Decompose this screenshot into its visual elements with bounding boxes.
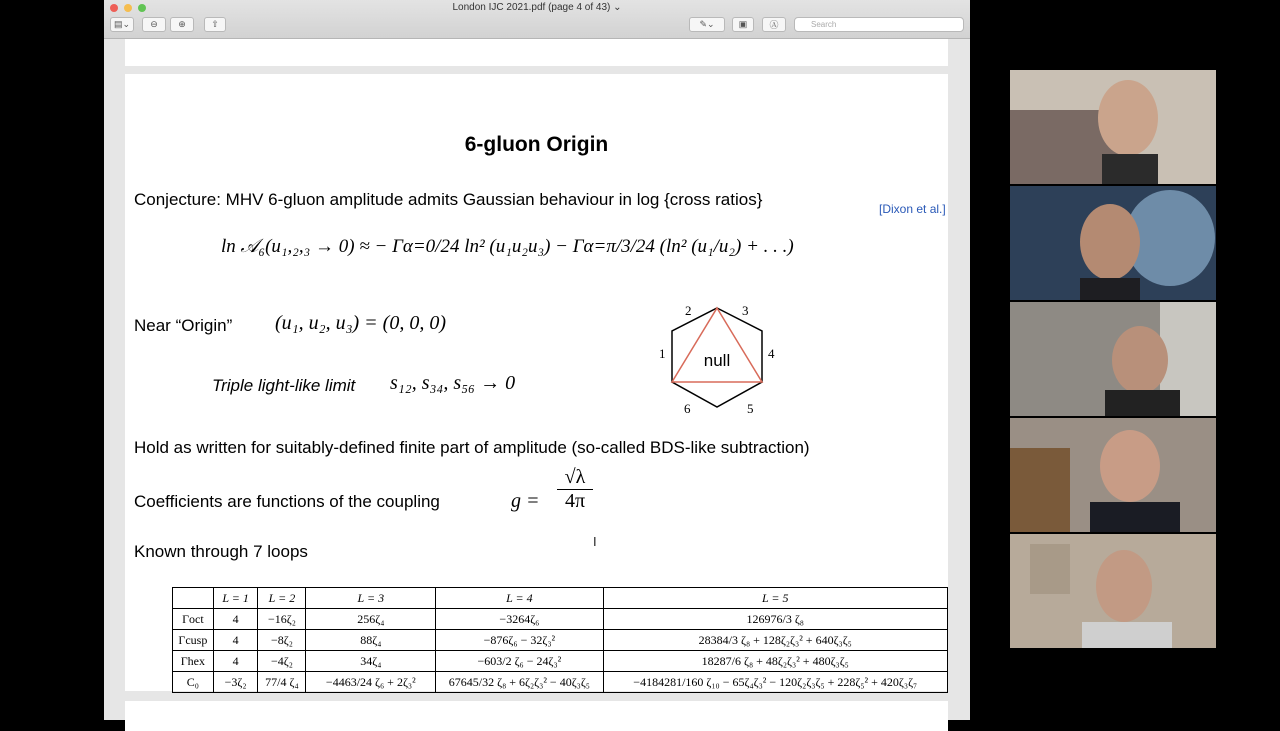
pen-icon: ✎⌄ xyxy=(699,19,715,29)
video-gallery xyxy=(1010,70,1216,650)
table-cell: Γoct xyxy=(173,609,214,630)
table-cell: −4463/24 ζ₆ + 2ζ₃² xyxy=(306,672,436,693)
share-icon: ⇧ xyxy=(211,19,219,29)
participant-thumbnail xyxy=(1010,418,1216,532)
table-cell: 18287/6 ζ₈ + 48ζ₂ζ₃² + 480ζ₃ζ₅ xyxy=(603,651,947,672)
participant-video[interactable] xyxy=(1010,418,1216,532)
pdf-page xyxy=(125,74,948,691)
table-cell: Γcusp xyxy=(173,630,214,651)
participant-thumbnail xyxy=(1010,186,1216,300)
table-header-cell: L = 2 xyxy=(258,588,306,609)
participant-face xyxy=(1080,204,1140,280)
vertex-label: 4 xyxy=(768,346,775,361)
participant-video[interactable] xyxy=(1010,70,1216,184)
zoom-in-button[interactable] xyxy=(170,17,194,32)
citation-link[interactable]: [Dixon et al.] xyxy=(879,202,946,216)
inner-triangle xyxy=(672,308,762,382)
next-page xyxy=(125,701,948,731)
participant-thumbnail xyxy=(1010,302,1216,416)
participant-body xyxy=(1090,502,1180,532)
annotate-button[interactable] xyxy=(762,17,786,32)
zoom-out-button[interactable] xyxy=(142,17,166,32)
triple-limit-label: Triple light-like limit xyxy=(212,376,356,395)
participant-video[interactable] xyxy=(1010,186,1216,300)
coupling-numerator: √λ xyxy=(557,466,593,490)
participant-face xyxy=(1112,326,1168,394)
table-header-cell: L = 1 xyxy=(213,588,258,609)
table-cell: C₀ xyxy=(173,672,214,693)
annotate-icon: Ⓐ xyxy=(769,20,779,30)
table-cell: −876ζ₆ − 32ζ₃² xyxy=(436,630,603,651)
participant-thumbnail xyxy=(1010,70,1216,184)
rotate-icon: ▣ xyxy=(738,19,748,29)
participant-face xyxy=(1096,550,1152,622)
near-origin-label: Near “Origin” xyxy=(134,316,233,335)
coefficients-text: Coefficients are functions of the coupling xyxy=(134,492,440,511)
participant-body xyxy=(1082,622,1172,648)
table-cell: 28384/3 ζ₈ + 128ζ₂ζ₃² + 640ζ₃ζ₅ xyxy=(603,630,947,651)
table-cell: 34ζ₄ xyxy=(306,651,436,672)
table-header-cell: L = 5 xyxy=(603,588,947,609)
window-backdrop xyxy=(1030,544,1070,594)
hexagon-diagram xyxy=(650,296,790,416)
conjecture-text: Conjecture: MHV 6-gluon amplitude admits Gaussian behaviour in log {cross ratios} xyxy=(134,190,763,209)
sidebar-toggle-button[interactable] xyxy=(110,17,134,32)
vertex-label: 3 xyxy=(742,303,749,318)
search-input[interactable]: Search xyxy=(794,17,964,32)
table-cell: 4 xyxy=(213,651,258,672)
table-cell: 126976/3 ζ₈ xyxy=(603,609,947,630)
table-cell: −4ζ₂ xyxy=(258,651,306,672)
vertex-label: 2 xyxy=(685,303,692,318)
table-cell: −16ζ₂ xyxy=(258,609,306,630)
table-row xyxy=(173,630,948,651)
table-cell: 256ζ₄ xyxy=(306,609,436,630)
main-formula: ln 𝒜₆(u₁,₂,₃ → 0) ≈ − Γα=0/24 ln² (u₁u₂u₃) − Γα=π/3/24 (ln² (u₁/u₂) + . . .) xyxy=(221,236,794,257)
participant-face xyxy=(1100,430,1160,502)
rotate-button[interactable] xyxy=(732,17,754,32)
hold-text: Hold as written for suitably-defined finite part of amplitude (so-called BDS-like subtraction) xyxy=(134,438,810,457)
participant-body xyxy=(1102,154,1158,184)
table-header-cell: L = 3 xyxy=(306,588,436,609)
participant-body xyxy=(1105,390,1180,416)
markup-button[interactable] xyxy=(689,17,725,32)
vertex-label: 5 xyxy=(747,401,754,416)
hexagon-center-label: null xyxy=(703,351,731,370)
share-button[interactable] xyxy=(204,17,226,32)
table-cell: −3ζ₂ xyxy=(213,672,258,693)
coefficient-table xyxy=(172,587,948,693)
door-backdrop xyxy=(1010,448,1070,532)
participant-video[interactable] xyxy=(1010,534,1216,648)
vertex-label: 1 xyxy=(659,346,666,361)
coupling-fraction xyxy=(557,466,593,513)
table-header-cell xyxy=(173,588,214,609)
window-title: London IJC 2021.pdf (page 4 of 43) ⌄ xyxy=(452,2,622,13)
zoom-in-icon: ⊕ xyxy=(178,19,186,29)
table-row xyxy=(173,651,948,672)
table-cell: −8ζ₂ xyxy=(258,630,306,651)
pdf-viewer-window xyxy=(104,0,970,720)
origin-formula: (u₁, u₂, u₃) = (0, 0, 0) xyxy=(275,312,446,334)
coupling-denominator: 4π xyxy=(564,490,586,512)
table-cell: 4 xyxy=(213,609,258,630)
sidebar-icon: ▤⌄ xyxy=(113,19,131,29)
table-cell: 77/4 ζ₄ xyxy=(258,672,306,693)
table-cell: −603/2 ζ₆ − 24ζ₃² xyxy=(436,651,603,672)
table-row xyxy=(173,609,948,630)
triple-limit-formula: s₁₂, s₃₄, s₅₆ → 0 xyxy=(390,372,516,394)
table-cell: −4184281/160 ζ₁₀ − 65ζ₄ζ₃² − 120ζ₂ζ₃ζ₅ + 228ζ₅² + 420ζ₃ζ₇ xyxy=(603,672,947,693)
table-row xyxy=(173,672,948,693)
known-loops-text: Known through 7 loops xyxy=(134,542,308,561)
table-header-row xyxy=(173,588,948,609)
table-cell: −3264ζ₆ xyxy=(436,609,603,630)
table-cell: 4 xyxy=(213,630,258,651)
previous-page xyxy=(125,39,948,66)
coupling-g: g = xyxy=(511,490,540,512)
toolbar xyxy=(104,0,970,39)
table-cell: 88ζ₄ xyxy=(306,630,436,651)
participant-face xyxy=(1098,80,1158,156)
vertex-label: 6 xyxy=(684,401,691,416)
table-cell: 67645/32 ζ₈ + 6ζ₂ζ₃² − 40ζ₃ζ₅ xyxy=(436,672,603,693)
document-area[interactable] xyxy=(104,39,970,720)
table-header-cell: L = 4 xyxy=(436,588,603,609)
participant-video[interactable] xyxy=(1010,302,1216,416)
participant-body xyxy=(1080,278,1140,300)
zoom-out-icon: ⊖ xyxy=(150,19,158,29)
text-cursor-icon: I xyxy=(593,534,597,549)
slide-title: 6-gluon Origin xyxy=(464,133,609,156)
participant-thumbnail xyxy=(1010,534,1216,648)
table-cell: Γhex xyxy=(173,651,214,672)
